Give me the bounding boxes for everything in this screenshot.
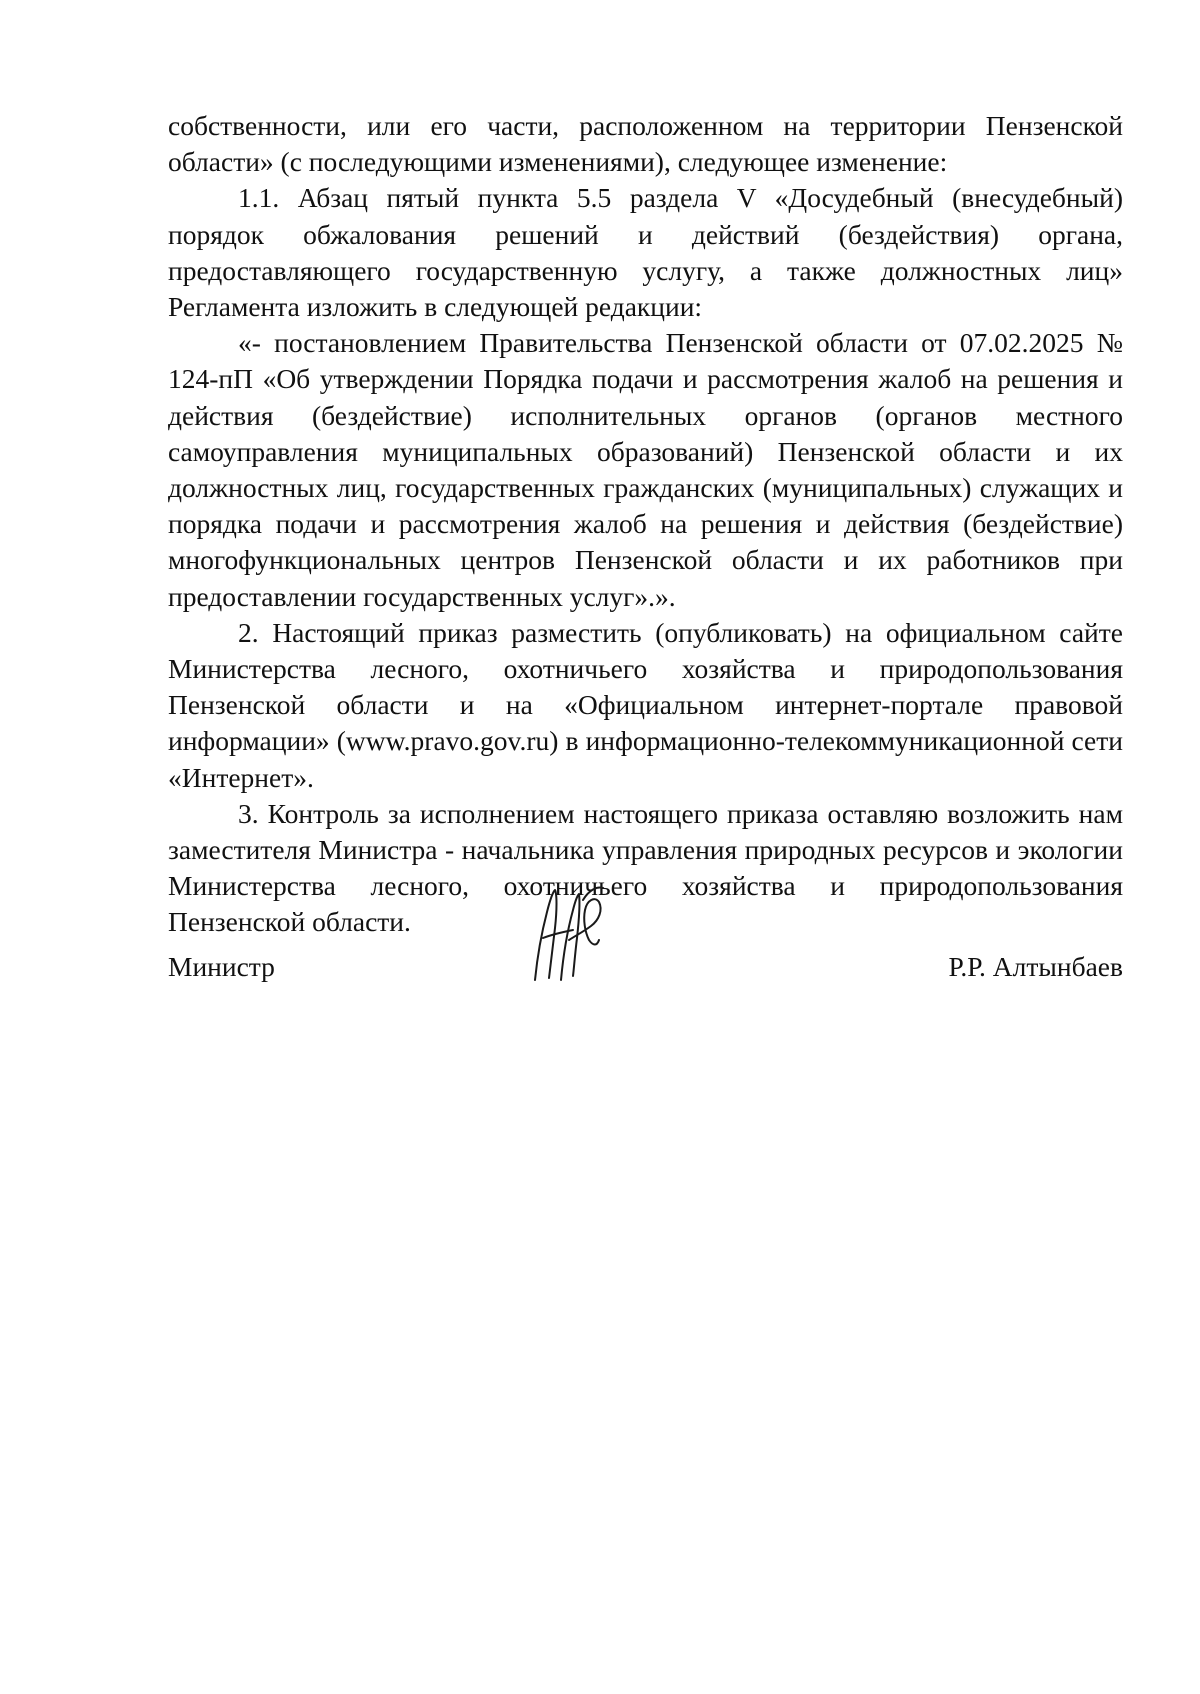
- paragraph-item-1-1: 1.1. Абзац пятый пункта 5.5 раздела V «Досудебный (внесудебный) порядок обжалования решений и действий (бездействия) органа, предоставляющего государственную услугу, а также должностных лиц» Регламента изложить в следующей редакции:: [168, 182, 1123, 323]
- handwritten-signature: [513, 880, 643, 990]
- paragraph-continuation: собственности, или его части, расположенном на территории Пензенской области» (с последующими изменениями), следующее изменение:: [168, 110, 1123, 178]
- signatory-title: Министр: [168, 951, 275, 982]
- signatory-name: Р.Р. Алтынбаев: [948, 951, 1123, 982]
- paragraph-quote: «- постановлением Правительства Пензенской области от 07.02.2025 № 124-пП «Об утверждении Порядка подачи и рассмотрения жалоб на решения и действия (бездействие) исполнительных органов (органов местного самоуправления муниципальных образований) Пензенской области и их должностных лиц, государственных гражданских (муниципальных) служащих и порядка подачи и рассмотрения жалоб на решения и действия (бездействие) многофункциональных центров Пензенской области и их работников при предоставлении государственных услуг».».: [168, 327, 1123, 612]
- paragraph-item-3: 3. Контроль за исполнением настоящего приказа оставляю возложить нам заместителя Министра - начальника управления природных ресурсов и экологии Министерства лесного, охотничьего хозяйства и природопользования Пензенской области.: [168, 797, 1123, 938]
- paragraph-item-2: 2. Настоящий приказ разместить (опубликовать) на официальном сайте Министерства лесного, охотничьего хозяйства и природопользования Пензенской области и на «Официальном интернет-портале правовой информации» (www.pravo.gov.ru) в информационно-телекоммуникационной сети «Интернет».: [168, 616, 1123, 793]
- document-body: [168, 108, 1123, 941]
- signature-block: [168, 880, 1123, 1000]
